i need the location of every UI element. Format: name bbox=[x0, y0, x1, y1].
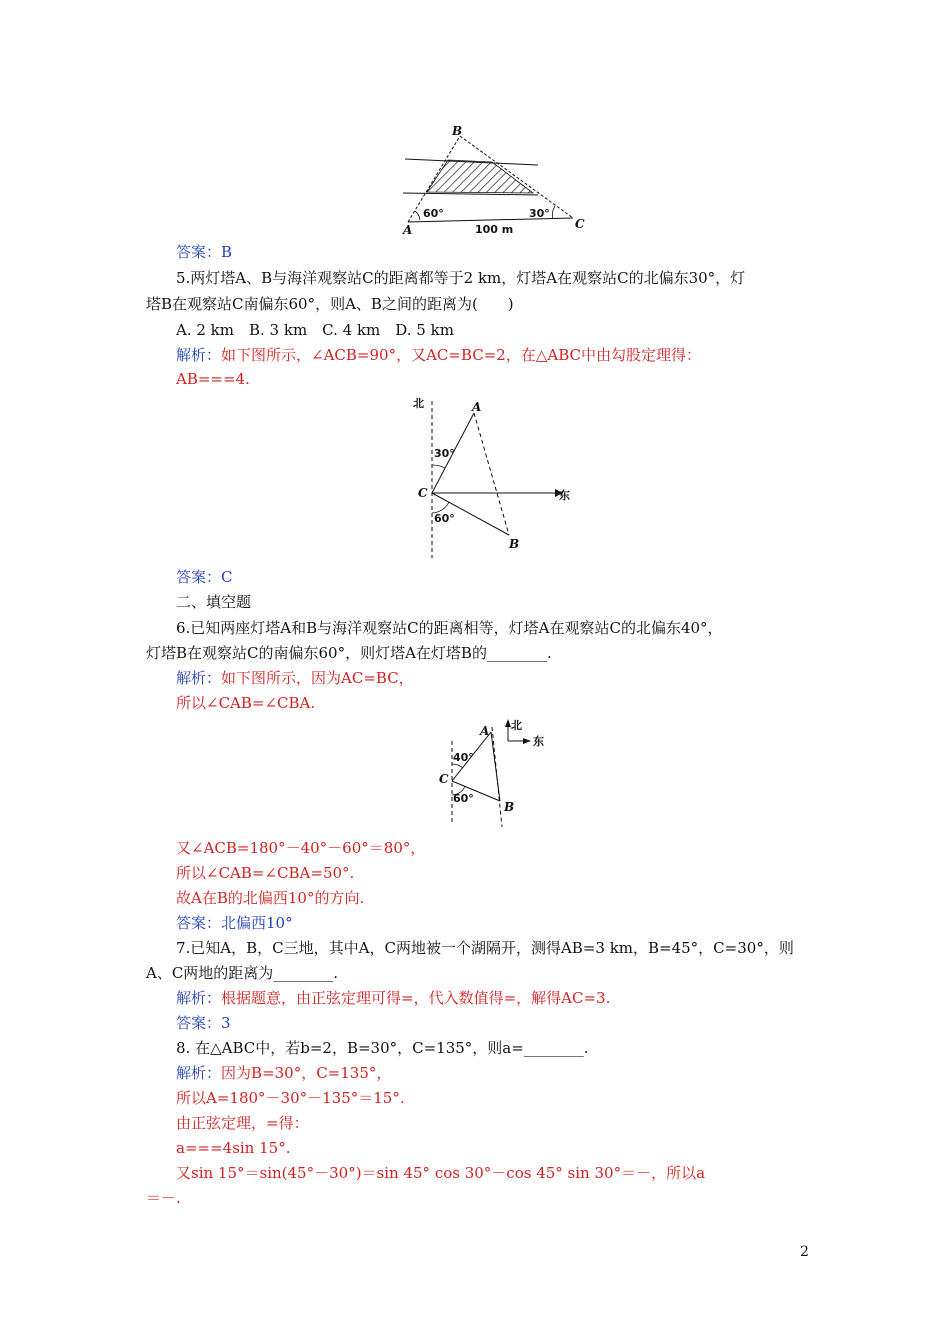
q7-answer: 答案：3 bbox=[176, 1014, 231, 1032]
q8-analysis-text: 因为B=30°，C=135°， bbox=[221, 1064, 392, 1082]
fig1-distance: 100 m bbox=[475, 223, 514, 236]
q6-stem-2: 灯塔B在观察站C的南偏东60°，则灯塔A在灯塔B的________. bbox=[146, 644, 552, 662]
fig3-east: 东 bbox=[533, 735, 544, 748]
q6-analysis-4: 所以∠CAB=∠CBA=50°. bbox=[176, 864, 355, 882]
fig1-label-b: B bbox=[452, 124, 463, 138]
fig2-east: 东 bbox=[559, 489, 570, 502]
q6-analysis-3: 又∠ACB=180°－40°－60°＝80°， bbox=[176, 839, 426, 857]
q8-analysis-1 bbox=[176, 1063, 391, 1083]
q8-stem: 8. 在△ABC中，若b=2，B=30°，C=135°，则a=________. bbox=[176, 1039, 589, 1057]
figure-compass-triangle-2 bbox=[435, 715, 555, 830]
q4-answer: 答案：B bbox=[176, 243, 233, 261]
fig3-label-a: A bbox=[480, 724, 490, 738]
q8-analysis-5: 又sin 15°＝sin(45°－30°)＝sin 45° cos 30°－cos 45° sin 30°＝－，所以a bbox=[176, 1164, 706, 1182]
fig2-angle-30: 30° bbox=[434, 447, 455, 460]
fig2-angle-60: 60° bbox=[434, 512, 455, 525]
fig1-label-a: A bbox=[403, 223, 413, 237]
q6-analysis-label: 解析： bbox=[176, 669, 222, 687]
q6-analysis-5: 故A在B的北偏西10°的方向. bbox=[176, 889, 365, 907]
fig3-north: 北 bbox=[511, 719, 522, 732]
q7-stem-1: 7.已知A，B，C三地，其中A，C两地被一个湖隔开，测得AB=3 km，B=45°，C=30°，则 bbox=[176, 939, 794, 957]
fig3-label-b: B bbox=[504, 800, 515, 814]
fig1-angle-a: 60° bbox=[423, 207, 444, 220]
q5-analysis-label: 解析： bbox=[176, 346, 222, 364]
fig2-label-a: A bbox=[472, 400, 482, 414]
q7-analysis-text: 根据题意，由正弦定理可得=，代入数值得=，解得AC=3. bbox=[221, 989, 611, 1007]
q7-analysis-label: 解析： bbox=[176, 989, 222, 1007]
q5-analysis-2: AB===4. bbox=[176, 370, 250, 388]
q8-analysis-3: 由正弦定理，=得： bbox=[176, 1114, 309, 1132]
q6-analysis-text: 如下图所示，因为AC=BC， bbox=[221, 669, 414, 687]
q5-analysis-1 bbox=[176, 345, 701, 365]
page-number: 2 bbox=[800, 1244, 809, 1260]
q5-stem-2: 塔B在观察站C南偏东60°，则A、B之间的距离为( ) bbox=[146, 295, 514, 313]
fig1-angle-c: 30° bbox=[529, 207, 550, 220]
q8-analysis-2: 所以A=180°－30°－135°＝15°. bbox=[176, 1089, 405, 1107]
fig2-label-b: B bbox=[509, 537, 520, 551]
fig2-north: 北 bbox=[413, 397, 424, 410]
q5-analysis-text: 如下图所示，∠ACB=90°，又AC=BC=2，在△ABC中由勾股定理得： bbox=[221, 346, 701, 364]
q5-answer: 答案：C bbox=[176, 568, 233, 586]
q8-analysis-label: 解析： bbox=[176, 1064, 222, 1082]
q6-stem-1: 6.已知两座灯塔A和B与海洋观察站C的距离相等，灯塔A在观察站C的北偏东40°， bbox=[176, 619, 723, 637]
fig3-angle-40: 40° bbox=[453, 751, 474, 764]
q5-options: A. 2 km B. 3 km C. 4 km D. 5 km bbox=[176, 321, 454, 339]
q8-analysis-4: a===4sin 15°. bbox=[176, 1139, 291, 1157]
q7-stem-2: A、C两地的距离为________. bbox=[146, 964, 339, 982]
q8-analysis-6: ＝－. bbox=[146, 1189, 181, 1207]
fig3-label-c: C bbox=[439, 772, 449, 786]
q6-analysis-1 bbox=[176, 668, 414, 688]
fig3-angle-60: 60° bbox=[453, 792, 474, 805]
fig2-label-c: C bbox=[418, 486, 428, 500]
q6-answer: 答案：北偏西10° bbox=[176, 914, 293, 932]
q5-stem-1: 5.两灯塔A、B与海洋观察站C的距离都等于2 km，灯塔A在观察站C的北偏东30°，灯 bbox=[176, 269, 746, 287]
section-fill-in-title: 二、填空题 bbox=[176, 593, 252, 611]
q7-analysis bbox=[176, 988, 610, 1008]
fig1-label-c: C bbox=[575, 217, 585, 231]
figure-compass-triangle-1 bbox=[405, 393, 585, 563]
q6-analysis-2: 所以∠CAB=∠CBA. bbox=[176, 694, 316, 712]
figure-river-triangle bbox=[395, 122, 595, 237]
